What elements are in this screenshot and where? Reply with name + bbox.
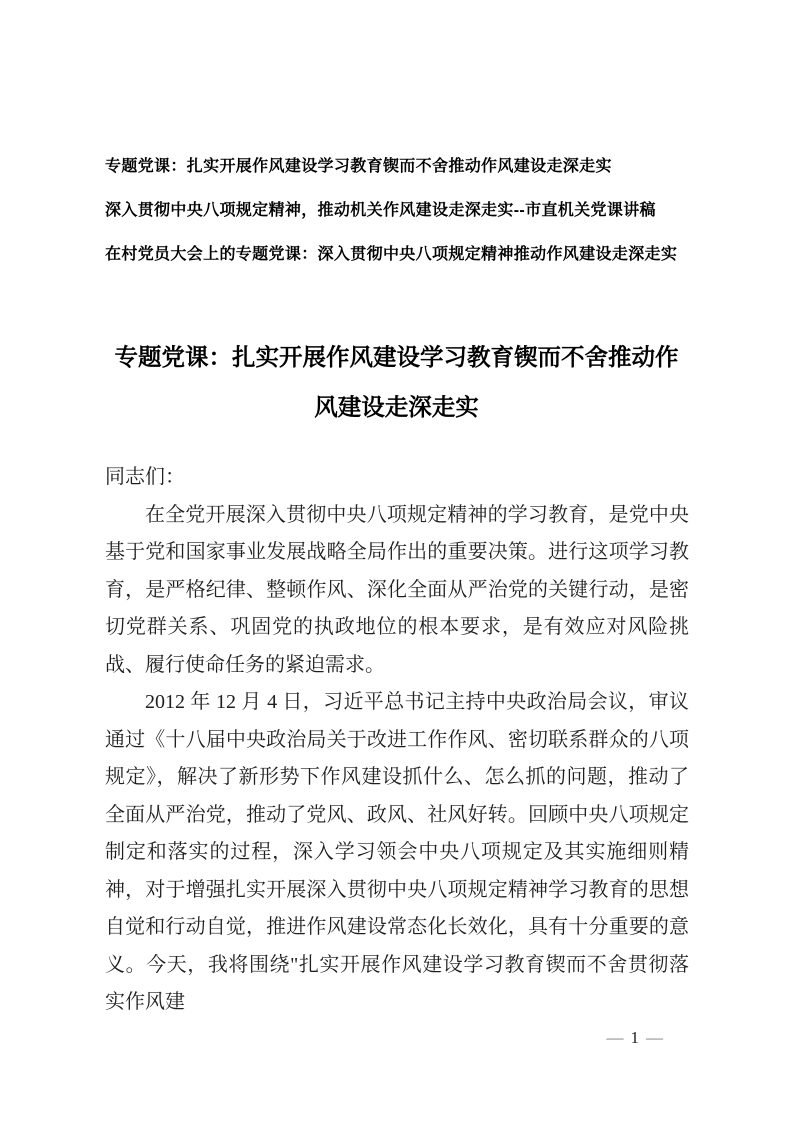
related-links-block xyxy=(105,156,717,288)
page-number-left-dash: — xyxy=(606,1028,625,1047)
page-number-value: 1 xyxy=(630,1028,640,1047)
related-link-1[interactable]: 专题党课：扎实开展作风建设学习教育锲而不舍推动作风建设走深走实 xyxy=(105,158,612,175)
page-title: 专题党课：扎实开展作风建设学习教育锲而不舍推动作风建设走深走实 xyxy=(114,344,679,420)
page-number-right-dash: — xyxy=(646,1028,664,1047)
body-paragraph-1: 在全党开展深入贯彻中央八项规定精神的学习教育，是党中央基于党和国家事业发展战略全局作出的重要决策。进行这项学习教育，是严格纪律、整顿作风、深化全面从严治党的关键行动，是密切党群关系、巩固党的执政地位的根本要求，是有效应对风险挑战、履行使命任务的紧迫需求。 xyxy=(105,503,689,676)
page-number xyxy=(601,1028,671,1048)
salutation-line: 同志们： xyxy=(105,466,185,488)
related-link-2[interactable]: 深入贯彻中央八项规定精神，推动机关作风建设走深走实--市直机关党课讲稿 xyxy=(105,202,656,219)
related-link-3[interactable]: 在村党员大会上的专题党课：深入贯彻中央八项规定精神推动作风建设走深走实 xyxy=(105,246,678,263)
body-paragraph-2: 2012 年 12 月 4 日，习近平总书记主持中央政治局会议，审议通过《十八届中央政治局关于改进工作作风、密切联系群众的八项规定》，解决了新形势下作风建设抓什么、怎么抓的问题，推动了全面从严治党，推动了党风、政风、社风好转。回顾中央八项规定制定和落实的过程，深入学习领会中央八项规定及其实施细则精神，对于增强扎实开展深入贯彻中央八项规定精神学习教育的思想自觉和行动自觉，推进作风建设常态化长效化，具有十分重要的意义。今天，我将围绕"扎实开展作风建设学习教育锲而不舍贯彻落实作风建 xyxy=(105,691,689,1013)
document-body xyxy=(105,459,689,1037)
